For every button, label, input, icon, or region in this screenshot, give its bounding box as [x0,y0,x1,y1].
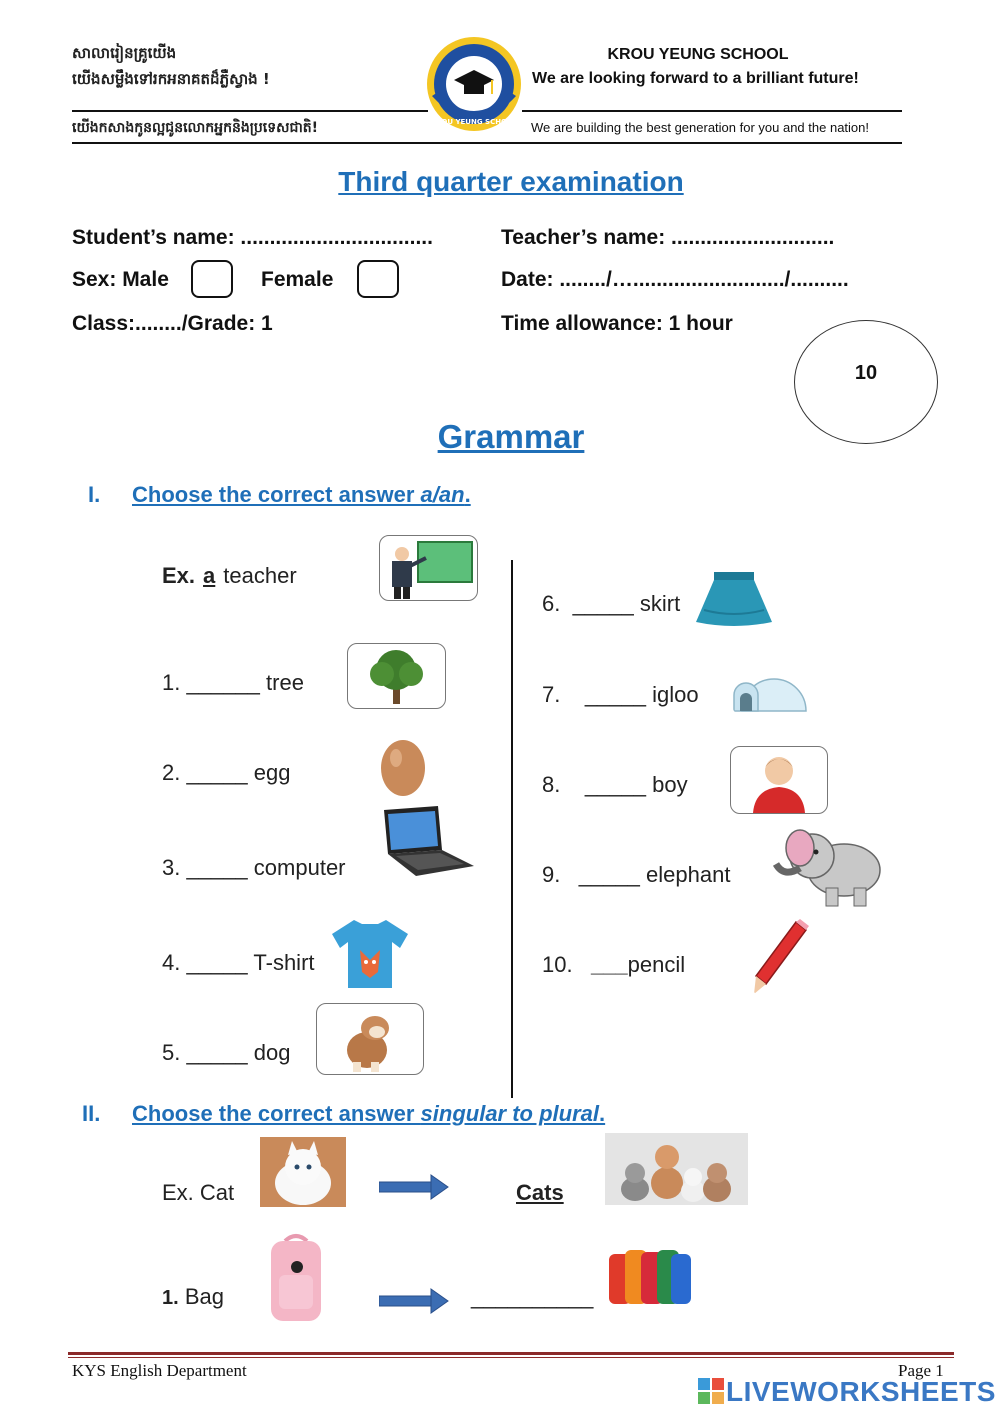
tshirt-picture [330,916,410,990]
part1-number: I. [88,482,101,507]
item-num: 8. [542,772,561,797]
bags-picture [607,1246,692,1308]
footer-department: KYS English Department [72,1361,247,1380]
item-word: dog [253,1040,291,1065]
header-rule-left [72,110,428,112]
item-num: 10. [542,952,573,977]
footer-rule [68,1352,954,1355]
answer-blank[interactable]: ______ [186,670,260,695]
school-name: KROU YEUNG SCHOOL [607,46,789,63]
plural-answer-blank[interactable]: __________ [471,1284,594,1309]
part2-title-main: Choose the correct answer [132,1101,421,1126]
pencil-picture [752,918,812,996]
item-num: 5. [162,1040,181,1065]
skirt-picture [694,570,774,628]
footer-rule-thin [68,1357,954,1358]
part1-title-main: Choose the correct answer [132,482,421,507]
answer-blank[interactable]: _____ [186,855,248,880]
item-word: elephant [646,862,731,887]
part2-title-em: singular to plural [420,1101,600,1126]
answer-blank[interactable]: _____ [578,862,640,887]
score-total: 10 [854,362,878,384]
item-10 [542,952,685,978]
tree-picture [347,643,446,709]
item-word: Bag [184,1284,224,1309]
item-2 [162,760,291,786]
example-answer: a [203,563,216,588]
student-name-field[interactable]: Student’s name: ................................. [72,226,433,249]
teacher-name-field[interactable]: Teacher’s name: ............................ [501,226,835,249]
part2-title-end: . [599,1101,606,1126]
item-5 [162,1040,291,1066]
sub-slogan: We are building the best generation for you and the nation! [531,120,869,135]
item-word: T-shirt [253,950,315,975]
bag-picture [265,1231,327,1323]
part1-title [132,482,471,508]
item-9 [542,862,730,888]
date-field[interactable]: Date: ......../…........................../.......... [501,268,849,291]
egg-picture [378,736,428,800]
class-grade-field[interactable]: Class:......../Grade: 1 [72,312,273,335]
item-word: skirt [639,591,681,616]
liveworksheets-brand[interactable]: LIVEWORKSHEETS [726,1376,996,1407]
section-title: Grammar [437,418,585,455]
female-label: Female [261,268,334,291]
example-plural-answer: Cats [516,1180,564,1205]
elephant-picture [770,818,888,910]
time-allowance: Time allowance: 1 hour [501,312,733,335]
arrow-icon [379,1174,449,1200]
item-word: tree [266,670,304,695]
item-7 [542,682,699,708]
item-num: 3. [162,855,181,880]
item-6 [542,591,680,617]
liveworksheets-logo-icon [698,1378,724,1404]
answer-blank[interactable]: _____ [584,682,646,707]
khmer-sub-motto: យើងកសាងកូនល្អជូនលោកអ្នកនិងប្រទេសជាតិ! [72,120,319,136]
part2-item-1 [162,1284,224,1310]
answer-blank[interactable]: _____ [186,760,248,785]
item-num: 6. [542,591,561,616]
dog-picture [316,1003,424,1075]
answer-blank[interactable]: _____ [572,591,634,616]
item-8 [542,772,688,798]
part1-title-em: a/an [420,482,465,507]
arrow-icon [379,1288,449,1314]
header-rule-bottom [72,142,902,144]
answer-blank[interactable]: ___ [590,952,628,977]
item-word: egg [253,760,291,785]
item-num: 1. [162,670,181,695]
school-khmer-name: សាលារៀនគ្រូយើង [72,44,177,62]
igloo-picture [732,655,810,715]
item-num: 7. [542,682,561,707]
item-num: 2. [162,760,181,785]
boy-picture [730,746,828,814]
male-checkbox[interactable] [191,260,233,298]
item-num: 9. [542,862,561,887]
part2-title [132,1101,605,1127]
example-prefix: Ex. [162,563,196,588]
item-word: computer [253,855,346,880]
header-rule-right [522,110,902,112]
item-word: pencil [627,952,686,977]
school-khmer-motto: យើងសម្លឹងទៅរកអនាគតដ៏ភ្លឺស្វាង ! [72,70,270,88]
item-3 [162,855,346,881]
item-4 [162,950,315,976]
footer-page-number: Page 1 [898,1361,944,1380]
answer-blank[interactable]: _____ [584,772,646,797]
exam-title: Third quarter examination [338,166,684,197]
teacher-picture [379,535,478,601]
kitten-picture [260,1137,346,1207]
answer-blank[interactable]: _____ [186,1040,248,1065]
item-1 [162,670,304,696]
part1-title-end: . [464,482,471,507]
school-logo [424,34,524,134]
answer-blank[interactable]: _____ [186,950,248,975]
item-word: boy [652,772,688,797]
example-word: teacher [223,563,297,588]
female-checkbox[interactable] [357,260,399,298]
cats-picture [605,1133,748,1205]
item-num: 1. [162,1287,179,1309]
example-row [162,563,297,589]
sex-label: Sex: Male [72,268,169,291]
svg-text:KROU YEUNG SCHOOL: KROU YEUNG SCHOOL [430,118,518,126]
school-slogan: We are looking forward to a brilliant future! [532,70,859,87]
column-divider [511,560,513,1098]
item-num: 4. [162,950,181,975]
example-singular: Ex. Cat [162,1180,235,1205]
part2-number: II. [82,1101,101,1126]
item-word: igloo [652,682,699,707]
laptop-picture [380,806,476,878]
